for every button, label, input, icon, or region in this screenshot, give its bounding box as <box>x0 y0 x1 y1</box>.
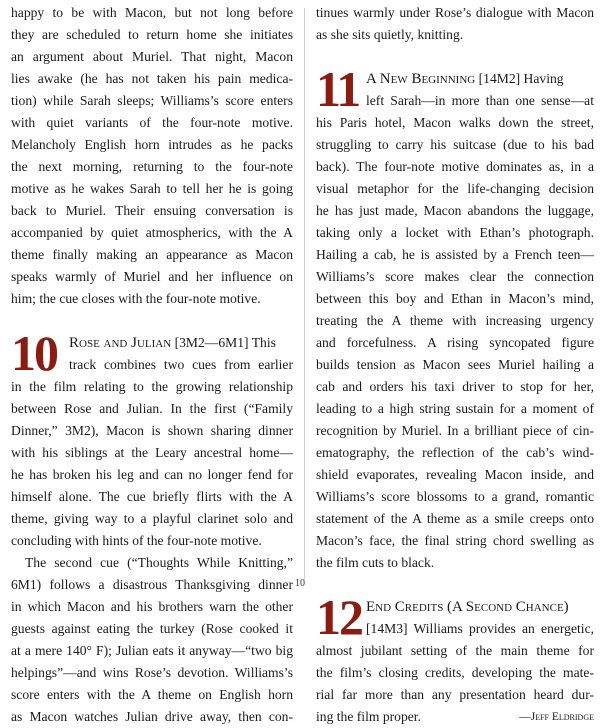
text-line: happy to be with Macon, but not long before <box>11 5 293 20</box>
text-line: Melancholy English horn intrudes as he packs <box>11 137 293 152</box>
text-line: the film’s closing credits, developing the mate- <box>316 665 594 680</box>
text-line: they are scheduled to return home she initiates <box>11 27 293 42</box>
track-12-second-line: [14M3] Williams provides an energetic, <box>366 621 594 636</box>
text-line: almost jubilant setting of the main theme for <box>316 643 594 658</box>
text-line: theme, giving way to a playful clarinet solo and <box>11 511 293 526</box>
text-line: theme finally making an appearance as Macon <box>11 247 293 262</box>
track-10-body <box>11 376 293 552</box>
text-line: and forcefulness. A rising syncopated figure <box>316 335 594 350</box>
text-line: ematography, the reflection of the cab’s wind- <box>316 445 594 460</box>
text-line: himself alone. The cue briefly flirts with the A <box>11 489 293 504</box>
text-line: cab and orders his taxi driver to stop for her, <box>316 379 594 394</box>
text-line: with quiet variants of the four-note motive. <box>11 115 293 130</box>
text-line: accompanied by quiet atmospherics, with the A <box>11 225 293 240</box>
text-line: tion) while Sarah sleeps; Williams’s score enters <box>11 93 293 108</box>
track-12-last-line <box>316 706 594 728</box>
text-line: he has broken his leg and can no longer fend for <box>11 467 293 482</box>
text-line: builds tension as Macon sees Muriel hailing a <box>316 357 594 372</box>
track-11-cue-code: [14M2] Having <box>475 71 564 86</box>
text-line: taking only a locket with Ethan’s photograph. <box>316 225 594 240</box>
track-11-title: A New Beginning <box>366 71 476 87</box>
text-line: The second cue (“Thoughts While Knitting,” <box>25 555 293 570</box>
text-line: shield evaporates, revealing Macon inside, and <box>316 467 594 482</box>
text-line: the next morning, returning to the four-note <box>11 159 293 174</box>
track-12-body <box>316 640 594 706</box>
text-line: at a mere 140° F); Julian eats it anyway—“two big <box>11 643 293 658</box>
text-line: treating the A theme with increasing urgency <box>316 313 594 328</box>
text-line: struggling to carry his suitcase (due to his bad <box>316 137 594 152</box>
text-line: lies awake (he has not taken his pain medica- <box>11 71 293 86</box>
text-line: an argument about Muriel. That night, Macon <box>11 49 293 64</box>
track-11-body <box>316 112 594 574</box>
track-11-section <box>316 61 594 574</box>
text-line: motive as he wakes Sarah to tell her he is going <box>11 181 293 196</box>
text-line: as Macon watches Julian drive away, then con- <box>11 709 293 724</box>
text-line: statement of the A theme as a smile creeps onto <box>316 511 594 526</box>
track-10-section <box>11 325 293 552</box>
left-column <box>11 2 293 728</box>
text-line: between this boy and Ethan in Macon’s mind, <box>316 291 594 306</box>
text-line: recognition by Muriel. In a brilliant piece of cin- <box>316 423 594 438</box>
right-column <box>316 2 594 728</box>
column-divider <box>304 8 305 580</box>
text-line: Williams’s score blossoms to a grand, romantic <box>316 489 594 504</box>
track-11-second-line: left Sarah—in more than one sense—at <box>366 93 594 108</box>
text-line: back to Muriel. Their ensuing conversation is <box>11 203 293 218</box>
text-line: tinues warmly under Rose’s dialogue with Macon <box>316 5 594 20</box>
text-line: he has just made, Macon abandons the luggage, <box>316 203 594 218</box>
track-11-drop-cap: 11 <box>316 61 360 117</box>
text-line: Hailing a cab, he is assisted by a French teen— <box>316 247 594 262</box>
paragraph-a-new-beginning-continued <box>11 2 293 310</box>
text-line: in the film relating to the growing relationship <box>11 379 293 394</box>
author-signature: —Jeff Eldridge <box>519 711 594 723</box>
text-line: rial far more than any presentation heard dur- <box>316 687 594 702</box>
text-line: the film cuts to black. <box>316 555 435 570</box>
text-line: 6M1) follows a disastrous Thanksgiving dinner <box>11 577 293 592</box>
track-12-drop-cap: 12 <box>316 589 362 645</box>
text-line: guests against eating the turkey (Rose cooked it <box>11 621 293 636</box>
text-line: concluding with hints of the four-note motive. <box>11 533 262 548</box>
track-12-closing-text: ing the film proper. <box>316 709 421 724</box>
text-line: in which Macon and his brothers warn the other <box>11 599 293 614</box>
text-line: helpings”—and wins Rose’s devotion. Williams’s <box>11 665 293 680</box>
text-line: leading to a high string sustain for a moment of <box>316 401 594 416</box>
text-line: Macon’s face, the final string chord swelling as <box>316 533 594 548</box>
text-line: Dinner,” 3M2), Macon is shown sharing dinner <box>11 423 293 438</box>
text-line: his Paris hotel, Macon walks down the street, <box>316 115 594 130</box>
text-line: speaks warmly of Muriel and her influence on <box>11 269 293 284</box>
page-number: 10 <box>295 578 305 589</box>
track-10-cue-code: [3M2—6M1] This <box>171 335 276 350</box>
track-12-title: End Credits (A Second Chance) <box>366 599 569 615</box>
paragraph-rose-continued <box>316 2 594 46</box>
track-10-second-line: track combines two cues from earlier <box>69 357 293 372</box>
track-12-section <box>316 589 594 728</box>
text-line: as she sits quietly, knitting. <box>316 27 464 42</box>
text-line: between Rose and Julian. In the first (“Family <box>11 401 293 416</box>
text-line: Williams’s score makes clear the connection <box>316 269 594 284</box>
track-10-title: Rose and Julian <box>69 335 172 351</box>
text-line: visual metaphor for the life-changing decision <box>316 181 594 196</box>
track-10-drop-cap: 10 <box>11 325 57 381</box>
text-line: him; the cue closes with the four-note motive. <box>11 291 261 306</box>
text-line: score enters with the A theme on English horn <box>11 687 293 702</box>
text-line: back). The four-note motive dominates as, in a <box>316 159 594 174</box>
text-line: with his siblings at the Leary ancestral home— <box>11 445 293 460</box>
